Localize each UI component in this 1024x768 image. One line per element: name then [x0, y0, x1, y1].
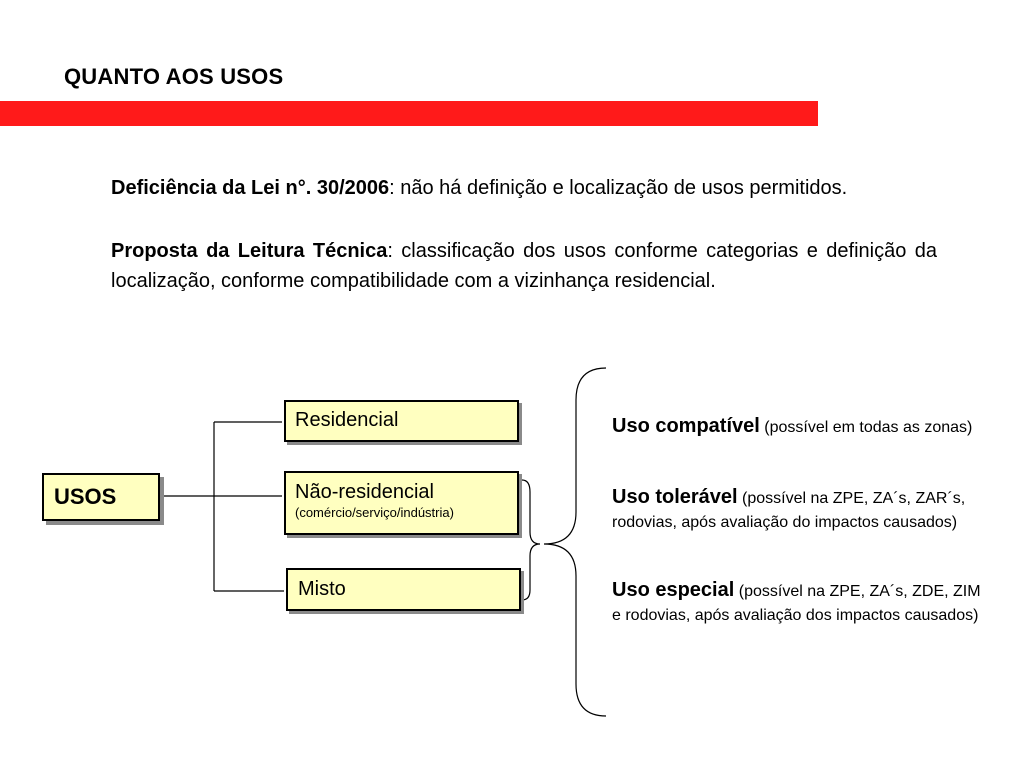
proposal-text: : classificação dos usos conforme categorias e definição da localização, conforme compatibilidade com a vizinhança residencial.: [111, 240, 937, 292]
nao-residencial-label: Não-residencial: [295, 481, 434, 503]
law-deficiency-label: Deficiência da Lei n°. 30/2006: [111, 177, 390, 199]
uso-compativel-detail: (possível em todas as zonas): [759, 419, 973, 436]
large-brace: [544, 368, 606, 716]
uso-toleravel: [612, 485, 992, 535]
uso-compativel-head: Uso compatível: [612, 415, 760, 437]
uso-toleravel-detail: (possível na ZPE, ZA´s, ZAR´s, rodovias, após avaliação do impactos causados): [612, 490, 966, 531]
uso-especial-head: Uso especial: [612, 579, 735, 601]
proposal-label: Proposta da Leitura Técnica: [111, 240, 388, 262]
category-residencial: Residencial: [284, 400, 519, 442]
law-deficiency-text: : não há definição e localização de usos permitidos.: [389, 177, 848, 199]
nao-residencial-subtitle: (comércio/serviço/indústria): [295, 505, 454, 520]
small-brace: [522, 480, 540, 600]
usos-root-box: USOS: [42, 473, 160, 521]
category-misto: Misto: [286, 568, 521, 611]
slide-title: QUANTO AOS USOS: [64, 64, 284, 89]
uso-compativel: [612, 414, 992, 440]
uso-especial-detail: (possível na ZPE, ZA´s, ZDE, ZIM e rodovias, após avaliação dos impactos causados): [612, 583, 981, 624]
uso-toleravel-head: Uso tolerável: [612, 486, 738, 508]
uso-especial: [612, 578, 992, 628]
category-nao-residencial: [284, 471, 519, 535]
